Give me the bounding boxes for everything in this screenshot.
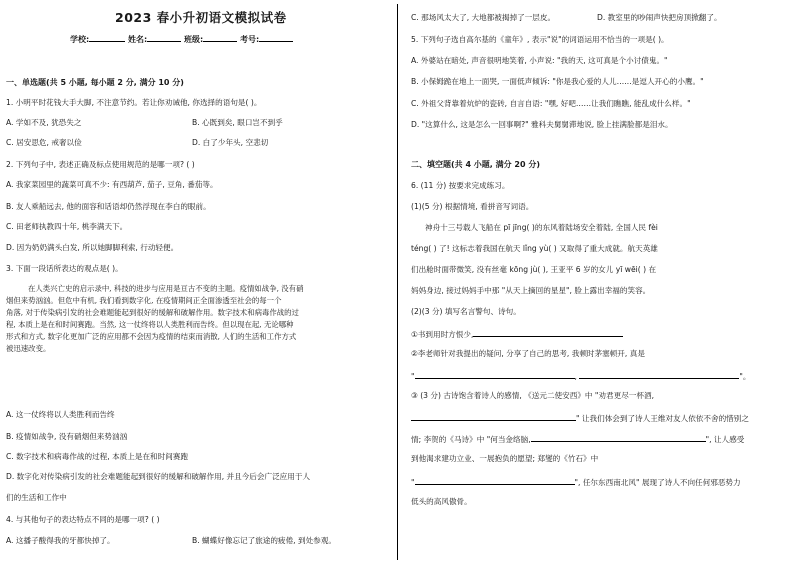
q6-poem-row4: 到他渴求建功立业、一展抱负的愿望; 郑燮的《竹石》中 xyxy=(411,454,599,463)
q6-quote2-blank-b[interactable] xyxy=(579,370,739,379)
school-blank[interactable] xyxy=(89,33,125,42)
q6-poem-blank-2[interactable] xyxy=(531,433,706,442)
q6-pinyin-line2: téng( ) 了! 这标志着我国在航天 lǐng yù( ) 又取得了重大成就。航天英雄 xyxy=(411,244,658,253)
q5-option-c: C. 外祖父背靠着炕炉的瓷砖, 自言自语: "嘿, 好吧……让我们瞧瞧, 能乱成什么样。" xyxy=(411,99,691,108)
q3-passage-line: 角落, 对于传染病引发的社会难题能起到很好的缓解和破解作用。数字技术和病毒作战的过 xyxy=(6,308,299,317)
exam-info-row xyxy=(70,33,293,45)
q6-quote2-answer-row: " , "。 xyxy=(411,372,751,381)
q1-option-d: D. 白了少年头, 空悲切 xyxy=(192,138,269,147)
q6-stem: 6. (11 分) 按要求完成练习。 xyxy=(411,181,510,190)
q6-part1-stem: (1)(5 分) 根据情境, 看拼音写词语。 xyxy=(411,202,534,211)
q6-poem-blank-1[interactable] xyxy=(411,412,576,421)
q2-option-b: B. 友人乘船远去, 他的面容和话语却仍然浮现在李白的眼前。 xyxy=(6,202,211,211)
q2-option-a: A. 我家菜园里的蔬菜可真不少: 有西葫芦, 茄子, 豆角, 番茄等。 xyxy=(6,180,218,189)
q3-option-d-line2: 们的生活和工作中 xyxy=(6,493,67,502)
q6-poem-blank-3[interactable] xyxy=(415,476,575,485)
q2-stem: 2. 下列句子中, 表述正确及标点使用规范的是哪一项? ( ) xyxy=(6,160,195,169)
q3-passage-line: 烟但来势汹汹。但危中有机, 我们看到数字化, 在疫情期间正全面渗透至社会的每一个 xyxy=(6,296,282,305)
open-quote: " xyxy=(411,372,415,381)
q6-pinyin-line3: 们出舱时面带微笑, 没有丝毫 kōng jù( ), 王亚平 6 岁的女儿 yī wēi( ) 在 xyxy=(411,265,657,274)
q6-poem-row5-text: ", 任尔东西南北风" 展现了诗人不向任何邪恶势力 xyxy=(574,478,741,487)
q3-option-a: A. 这一仗终将以人类胜利而告终 xyxy=(6,410,115,419)
exam-number-blank[interactable] xyxy=(259,33,293,42)
q6-part2-stem: (2)(3 分) 填写名言警句、诗句。 xyxy=(411,307,521,316)
q4-option-b: B. 蝴蝶好像忘记了旅途的疲倦, 到处参观。 xyxy=(192,536,336,545)
q3-passage-line: 形式和方式, 数字化更加广泛的应用都不会因为疫情的结束而消散, 人们的生活和工作方式 xyxy=(6,332,297,341)
name-label: 姓名: xyxy=(128,35,148,44)
q6-pinyin-line4: 妈妈身边, 接过妈妈手中那 "从天上摘回的星星", 脸上露出幸福的笑容。 xyxy=(411,286,651,295)
exam-number-label: 考号: xyxy=(240,35,260,44)
q1-option-c: C. 居安思危, 戒奢以俭 xyxy=(6,138,82,147)
q6-poem-row5: " ", 任尔东西南北风" 展现了诗人不向任何邪恶势力 xyxy=(411,478,741,487)
close-quote: "。 xyxy=(739,372,751,381)
q4-stem: 4. 与其他句子的表达特点不同的是哪一项? ( ) xyxy=(6,515,160,524)
q6-pinyin-line1: 神舟十三号载人飞船在 pī jīng( )的东风着陆场安全着陆, 全国人民 fèi xyxy=(425,223,658,232)
q3-passage xyxy=(6,283,304,355)
q5-option-b: B. 小保姆跪在地上一面哭, 一面低声倾诉: "你是我心爱的人儿……是逗人开心的小鹰。" xyxy=(411,77,704,86)
q1-option-a: A. 学如不及, 犹恐失之 xyxy=(6,118,82,127)
section1-heading: 一、单选题(共 5 小题, 每小题 2 分, 满分 10 分) xyxy=(6,78,184,87)
q6-quote2-blank-a[interactable] xyxy=(415,370,575,379)
q5-option-a: A. 外婆站在暗处, 声音很明地笑着, 小声说: "我的天, 这可真是个小讨债鬼。" xyxy=(411,56,668,65)
q5-stem: 5. 下列句子选自高尔基的《童年》, 表示"说"的词语运用不恰当的一项是( )。 xyxy=(411,35,669,44)
exam-title: 2023 春小升初语文模拟试卷 xyxy=(115,10,287,25)
section2-heading: 二、填空题(共 4 小题, 满分 20 分) xyxy=(411,160,540,169)
q2-option-c: C. 田老师执教四十年, 桃李满天下。 xyxy=(6,222,128,231)
school-label: 学校: xyxy=(70,35,90,44)
q3-option-d-line1: D. 数字化对传染病引发的社会难题能起到很好的缓解和破解作用, 并且今后会广泛应用于人 xyxy=(6,472,311,481)
q6-quote1-blank[interactable] xyxy=(473,328,623,337)
right-column xyxy=(397,0,794,562)
class-blank[interactable] xyxy=(203,33,237,42)
name-blank[interactable] xyxy=(147,33,181,42)
q3-option-c: C. 数字技术和病毒作战的过程, 本质上是在和时间赛跑 xyxy=(6,452,189,461)
q6-poem-stem: ③ (3 分) 古诗饱含着诗人的感情, 《送元二使安西》中 "劝君更尽一杯酒, xyxy=(411,391,654,400)
q6-poem-row3 xyxy=(411,433,744,445)
q1-stem: 1. 小明平时花钱大手大脚, 不注意节约。若让你劝诫他, 你选择的语句是( )。 xyxy=(6,98,262,107)
q6-quote1 xyxy=(411,328,623,340)
q1-option-b: B. 心既到矣, 眼口岂不到乎 xyxy=(192,118,283,127)
q2-option-d: D. 因为奶奶满头白发, 所以她脚脚利索, 行动轻便。 xyxy=(6,243,179,252)
q4-option-a: A. 这播子酸得我的牙都快掉了。 xyxy=(6,536,115,545)
q6-poem-row2 xyxy=(411,412,749,424)
q6-quote2: ②李老师针对我提出的疑问, 分享了自己的思考, 我顿时茅塞顿开, 真是 xyxy=(411,349,645,358)
q4-option-c: C. 那场风太大了, 大地都被揭掉了一层皮。 xyxy=(411,13,556,22)
class-label: 班级: xyxy=(184,35,204,44)
q6-poem-row3-tail: ", 让人感受 xyxy=(705,435,745,444)
q3-passage-line: 被迅速改变。 xyxy=(6,344,51,353)
q5-option-d: D. "这算什么, 这是怎么一回事啊?" 雅科夫舅舅滞地说, 脸上挂满脸都是泪水。 xyxy=(411,120,673,129)
q6-quote1-text: ①书到用时方恨少, xyxy=(411,330,474,339)
q6-poem-row3-text: 情; 李贺的《马诗》中 "何当金络脑, xyxy=(411,435,531,444)
q3-passage-line: 在人类兴亡史的启示录中, 科技的进步与应用是亘古不变的主题。疫情如战争, 没有硝 xyxy=(28,284,304,293)
q6-poem-row6: 低头的高风傲骨。 xyxy=(411,497,472,506)
q3-passage-line: 程, 本质上是在和时间赛跑。当然, 这一仗终将以人类胜利而告终。但以现在起, 无论哪种 xyxy=(6,320,294,329)
q3-option-b: B. 疫情如战争, 没有硝烟但来势汹汹 xyxy=(6,432,128,441)
q3-stem: 3. 下面一段话所表达的观点是( )。 xyxy=(6,264,123,273)
q6-poem-row2-text: " 让我们体会到了诗人王维对友人依依不舍的惜别之 xyxy=(576,414,749,423)
q4-option-d: D. 教室里的吵闹声快把房顶掀翻了。 xyxy=(597,13,722,22)
